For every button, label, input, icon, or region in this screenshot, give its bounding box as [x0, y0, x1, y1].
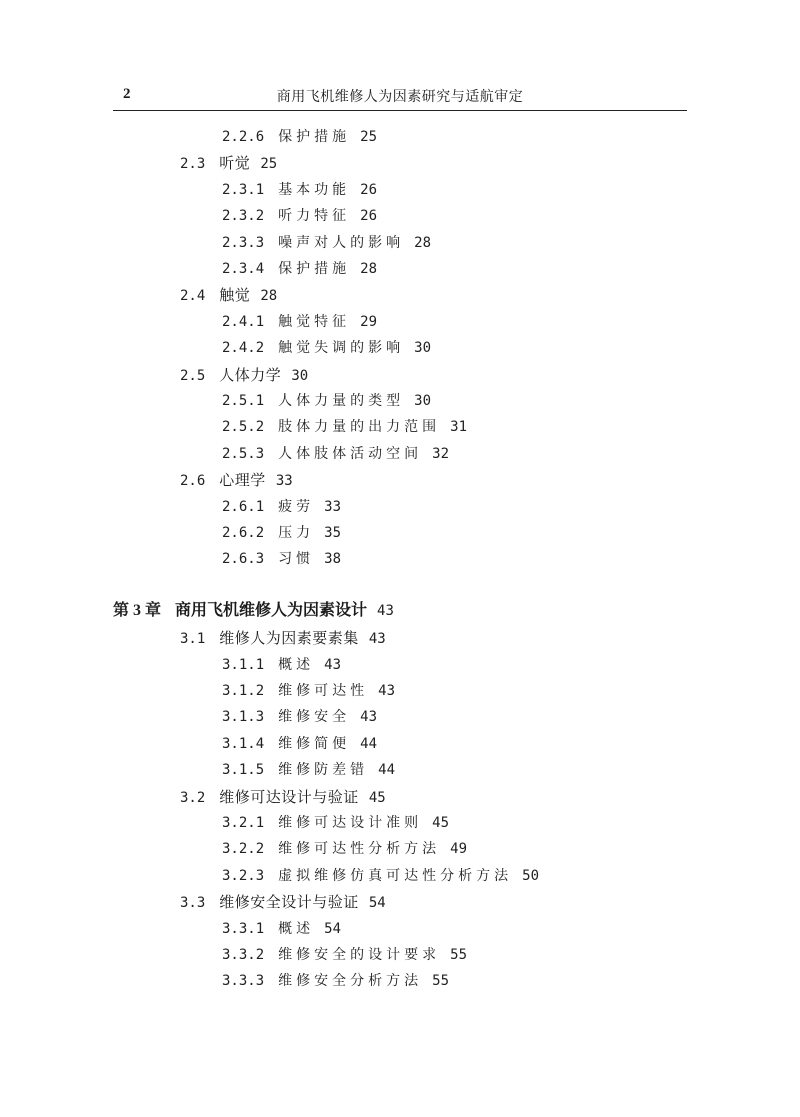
toc-entry-number: 3.3.3: [222, 973, 265, 990]
toc-entry-number: 2.3.1: [222, 181, 265, 198]
toc-entry-title: 人体力量的类型: [278, 393, 405, 409]
toc-entry-page: 28: [360, 261, 378, 277]
toc-entry-sub: [222, 839, 467, 859]
toc-entry-title: 概述: [278, 656, 315, 673]
toc-entry-number: 2.3: [180, 156, 206, 173]
toc-entry-sub: [222, 523, 341, 543]
toc-entry-page: 30: [414, 393, 432, 409]
toc-entry-number: 3.3: [180, 895, 206, 912]
toc-entry-title: 维修安全: [278, 709, 351, 726]
toc-entry-page: 29: [360, 313, 378, 330]
toc-entry-number: 2.3.3: [222, 234, 265, 251]
toc-entry-title: 触觉失调的影响: [278, 340, 405, 357]
toc-entry-title: 人体力学: [219, 365, 282, 384]
toc-entry-number: 2.2.6: [222, 129, 265, 145]
toc-entry-number: 2.4.2: [222, 340, 265, 357]
toc-entry-number: 3.3.2: [222, 947, 265, 963]
toc-entry-title: 维修可达性: [278, 683, 369, 699]
toc-entry-page: 49: [450, 841, 468, 858]
toc-entry-number: 3.2.3: [222, 867, 265, 884]
toc-entry-page: 54: [368, 895, 386, 912]
toc-entry-title: 保护措施: [278, 261, 351, 277]
toc-entry-sub: [222, 206, 377, 226]
toc-entry-page: 26: [360, 181, 378, 198]
toc-entry-sec: [180, 787, 386, 808]
toc-entry-sub: [222, 549, 341, 569]
toc-entry-number: 2.4.1: [222, 313, 265, 330]
toc-entry-sec: [180, 365, 308, 386]
toc-entry-page: 43: [324, 656, 342, 673]
toc-entry-page: 45: [368, 789, 386, 806]
toc-entry-page: 30: [291, 367, 309, 384]
toc-entry-page: 55: [432, 973, 450, 990]
toc-entry-sec: [180, 470, 293, 491]
running-header: [113, 84, 687, 111]
toc-entry-page: 31: [450, 419, 468, 436]
toc-entry-sub: [222, 391, 431, 411]
toc-entry-number: 3.3.1: [222, 920, 265, 937]
running-title: 商用飞机维修人为因素研究与适航审定: [276, 89, 524, 105]
toc-entry-page: 25: [360, 129, 378, 145]
toc-entry-sub: [222, 945, 467, 965]
toc-entry-page: 28: [414, 234, 432, 251]
toc-entry-sub: [222, 338, 431, 358]
toc-entry-number: 第 3 章: [113, 601, 162, 619]
toc-entry-title: 疲劳: [278, 498, 315, 515]
toc-entry-number: 3.2.2: [222, 841, 265, 858]
toc-entry-title: 听力特征: [278, 208, 351, 225]
toc-entry-title: 听觉: [219, 154, 251, 173]
toc-entry-page: 43: [377, 602, 394, 619]
toc-entry-title: 肢体力量的出力范围: [278, 419, 441, 436]
toc-entry-chap: [113, 600, 394, 621]
toc-entry-title: 习惯: [278, 551, 315, 568]
toc-entry-title: 维修安全分析方法: [278, 973, 423, 990]
toc-entry-page: 44: [360, 735, 378, 752]
toc-entry-sub: [222, 259, 377, 279]
toc-entry-title: 维修可达性分析方法: [278, 841, 441, 858]
toc-entry-page: 50: [522, 867, 540, 884]
toc-entry-number: 2.6.1: [222, 498, 265, 515]
toc-entry-title: 噪声对人的影响: [278, 234, 405, 251]
toc-entry-title: 维修安全设计与验证: [219, 893, 359, 912]
toc-entry-number: 3.1.1: [222, 656, 265, 673]
toc-entry-sub: [222, 655, 341, 675]
toc-entry-page: 43: [360, 709, 378, 726]
toc-entry-title: 人体肢体活动空间: [278, 445, 423, 462]
toc-entry-title: 维修人为因素要素集: [219, 629, 359, 648]
toc-entry-sec: [180, 628, 386, 649]
toc-entry-number: 2.4: [180, 288, 206, 305]
toc-entry-sec: [180, 153, 277, 174]
toc-entry-title: 保护措施: [278, 129, 351, 145]
toc-entry-title: 压力: [278, 525, 315, 541]
toc-entry-number: 2.6.2: [222, 525, 265, 541]
toc-entry-page: 32: [432, 445, 450, 462]
toc-entry-title: 维修简便: [278, 735, 351, 752]
toc-entry-page: 43: [368, 631, 386, 648]
page-number: 2: [123, 86, 131, 102]
toc-entry-page: 26: [360, 208, 378, 225]
toc-entry-sub: [222, 919, 341, 939]
toc-entry-page: 33: [324, 498, 342, 515]
toc-entry-sub: [222, 760, 395, 780]
toc-entry-number: 3.2.1: [222, 815, 265, 831]
toc-entry-sub: [222, 971, 449, 991]
toc-entry-sub: [222, 127, 377, 147]
toc-entry-title: 维修可达设计与验证: [219, 787, 359, 806]
toc-entry-sub: [222, 707, 377, 727]
toc-entry-number: 2.5.2: [222, 419, 265, 436]
toc-entry-number: 2.5.1: [222, 393, 265, 409]
toc-entry-page: 38: [324, 551, 342, 568]
toc-entry-page: 43: [378, 683, 396, 699]
toc-entry-sub: [222, 681, 395, 701]
toc-entry-sec: [180, 892, 386, 913]
toc-entry-sub: [222, 734, 377, 754]
toc-entry-sub: [222, 180, 377, 200]
toc-entry-sub: [222, 312, 377, 332]
toc-entry-page: 44: [378, 762, 396, 779]
toc-entry-number: 3.1.5: [222, 762, 265, 779]
toc-entry-number: 2.3.4: [222, 261, 265, 277]
toc-entry-sub: [222, 497, 341, 517]
toc-entry-title: 心理学: [219, 471, 266, 490]
toc-entry-title: 虚拟维修仿真可达性分析方法: [278, 867, 513, 884]
toc-entry-page: 33: [275, 473, 293, 490]
toc-entry-number: 3.1: [180, 631, 206, 648]
toc-entry-number: 2.5.3: [222, 445, 265, 462]
toc-entry-page: 35: [324, 525, 342, 541]
toc-entry-title: 维修可达设计准则: [278, 815, 423, 831]
toc-entry-page: 45: [432, 815, 450, 831]
toc-entry-title: 概述: [278, 920, 315, 937]
toc-entry-sub: [222, 444, 449, 464]
toc-entry-number: 2.3.2: [222, 208, 265, 225]
toc-entry-number: 3.1.4: [222, 735, 265, 752]
toc-entry-sub: [222, 417, 467, 437]
toc-entry-sec: [180, 285, 277, 306]
toc-entry-page: 25: [260, 156, 278, 173]
toc-entry-page: 54: [324, 920, 342, 937]
toc-entry-title: 维修防差错: [278, 762, 369, 779]
toc-entry-number: 2.6: [180, 473, 206, 490]
toc-entry-title: 商用飞机维修人为因素设计: [175, 599, 368, 619]
toc-entry-sub: [222, 866, 539, 886]
toc-entry-title: 基本功能: [278, 181, 351, 198]
toc-entry-page: 30: [414, 340, 432, 357]
toc-entry-title: 触觉: [219, 286, 251, 305]
toc-entry-number: 3.2: [180, 789, 206, 806]
toc-entry-page: 55: [450, 947, 468, 963]
toc-entry-number: 3.1.3: [222, 709, 265, 726]
toc-entry-page: 28: [260, 288, 278, 305]
toc-entry-title: 触觉特征: [278, 313, 351, 330]
toc-entry-title: 维修安全的设计要求: [278, 947, 441, 963]
toc-entry-number: 3.1.2: [222, 683, 265, 699]
toc-entry-sub: [222, 813, 449, 833]
toc-entry-number: 2.6.3: [222, 551, 265, 568]
toc-entry-number: 2.5: [180, 367, 206, 384]
toc-entry-sub: [222, 233, 431, 253]
